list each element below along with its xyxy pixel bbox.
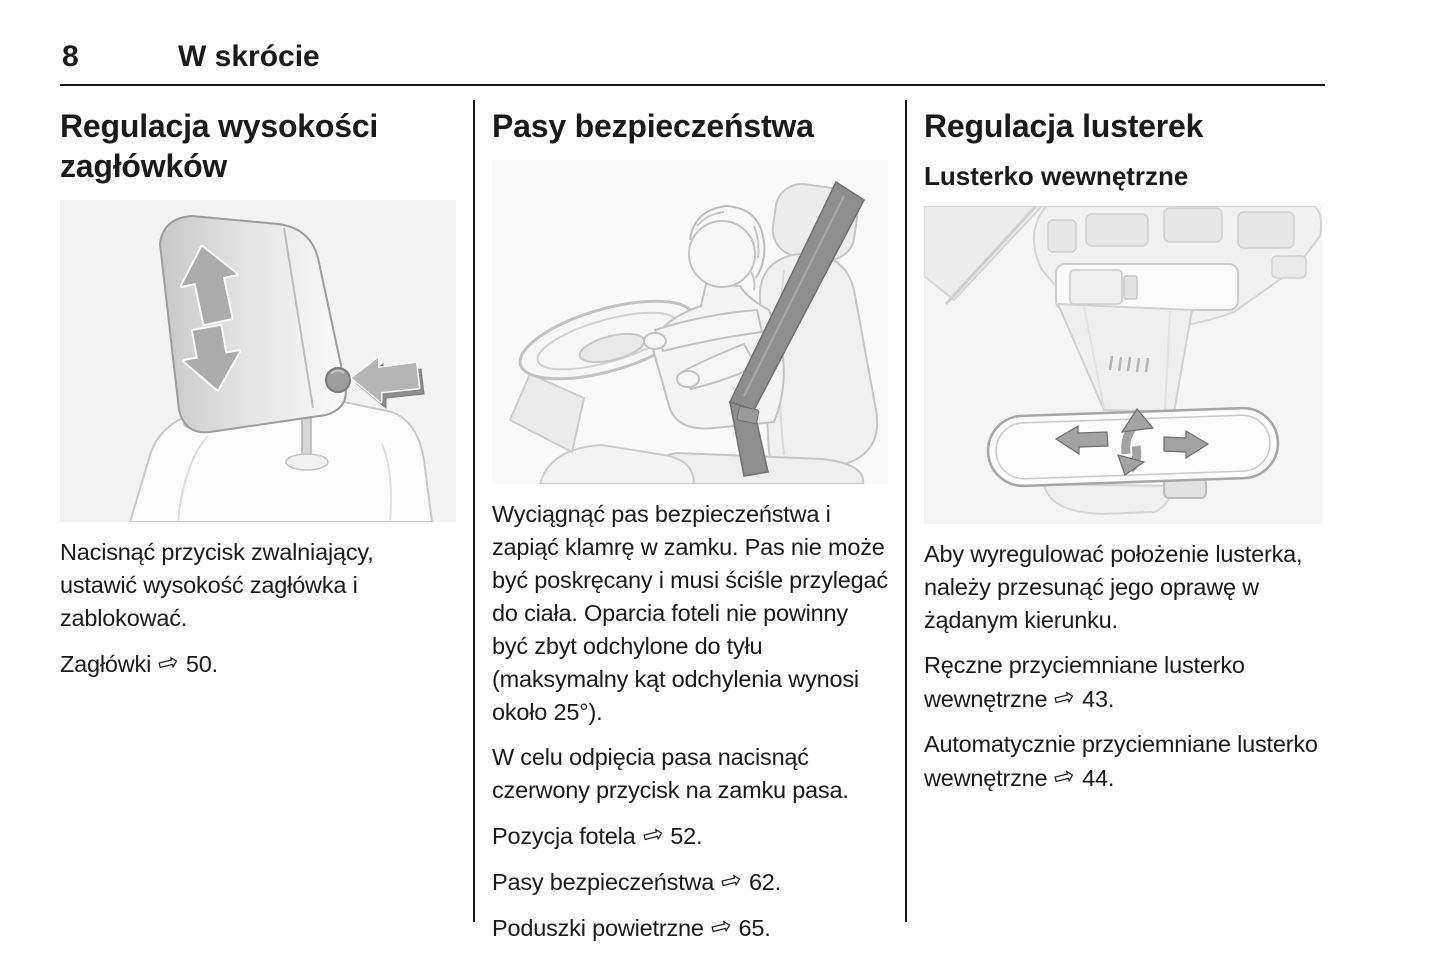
paragraph: W celu odpięcia pasa nacisnąć czerwony przycisk na zamku pasa. [492, 744, 849, 803]
interior-mirror-illustration [924, 206, 1322, 524]
column-heading: Regulacja wysokości zagłówków [60, 108, 379, 184]
cross-reference [492, 865, 888, 899]
cross-reference-page: 43. [1082, 686, 1115, 712]
cross-reference-label: Zagłówki [60, 651, 152, 677]
cross-reference-label: Automatycznie przyciemniane lusterko wewnętrzne [924, 731, 1318, 791]
cross-reference-page: 62. [748, 869, 782, 895]
headrest-illustration [60, 200, 456, 522]
cross-reference-label: Ręczne przyciemniane lusterko wewnętrzne [924, 652, 1245, 712]
page-header [60, 0, 1325, 86]
cross-reference-arrow-icon: ⇨ [707, 909, 735, 944]
cross-reference-page: 65. [738, 915, 771, 941]
cross-reference-label: Pasy bezpieczeństwa [492, 869, 715, 895]
cross-reference-page: 52. [670, 823, 703, 849]
cross-reference [60, 647, 456, 681]
column-subheading: Lusterko wewnętrzne [924, 161, 1189, 191]
column-heading: Pasy bezpieczeństwa [492, 108, 814, 144]
paragraph: Nacisnąć przycisk zwalniający, ustawić wysokość zagłówka i zablokować. [60, 539, 374, 631]
paragraph: Aby wyregulować położenie lusterka, należy przesunąć jego oprawę w żądanym kierunku. [924, 541, 1303, 633]
seat-belt-illustration [492, 160, 888, 484]
cross-reference-label: Pozycja fotela [492, 823, 636, 849]
column-headrest-adjustment [60, 100, 456, 693]
paragraph: Wyciągnąć pas bezpieczeństwa i zapiąć klamrę w zamku. Pas nie może być poskręcany i musi ściśle przylegać do ciała. Oparcia foteli nie powinny być zbyt odchylone do tyłu (maksymalny kąt odchylenia wynosi około 25°). [492, 501, 888, 725]
cross-reference-arrow-icon: ⇨ [154, 645, 182, 680]
content-columns [60, 100, 1445, 957]
release-button [326, 368, 350, 392]
cross-reference-label: Poduszki powietrzne [492, 915, 704, 941]
column-seat-belts [492, 100, 888, 957]
cross-reference-arrow-icon: ⇨ [717, 863, 745, 898]
cross-reference-page: 44. [1082, 765, 1115, 791]
column-divider [905, 100, 907, 922]
cross-reference [492, 819, 888, 853]
cross-reference-page: 50. [185, 651, 218, 677]
cross-reference-arrow-icon: ⇨ [1050, 680, 1079, 715]
column-heading: Regulacja lusterek [924, 108, 1204, 144]
cross-reference [924, 649, 1322, 716]
page-number: 8 [62, 40, 79, 73]
column-divider [473, 100, 475, 922]
cross-reference-arrow-icon: ⇨ [639, 817, 667, 852]
section-title: W skrócie [178, 40, 320, 73]
column-mirror-adjustment [924, 100, 1322, 807]
cross-reference-arrow-icon: ⇨ [1050, 759, 1079, 794]
cross-reference [924, 728, 1322, 795]
cross-reference [492, 911, 888, 945]
